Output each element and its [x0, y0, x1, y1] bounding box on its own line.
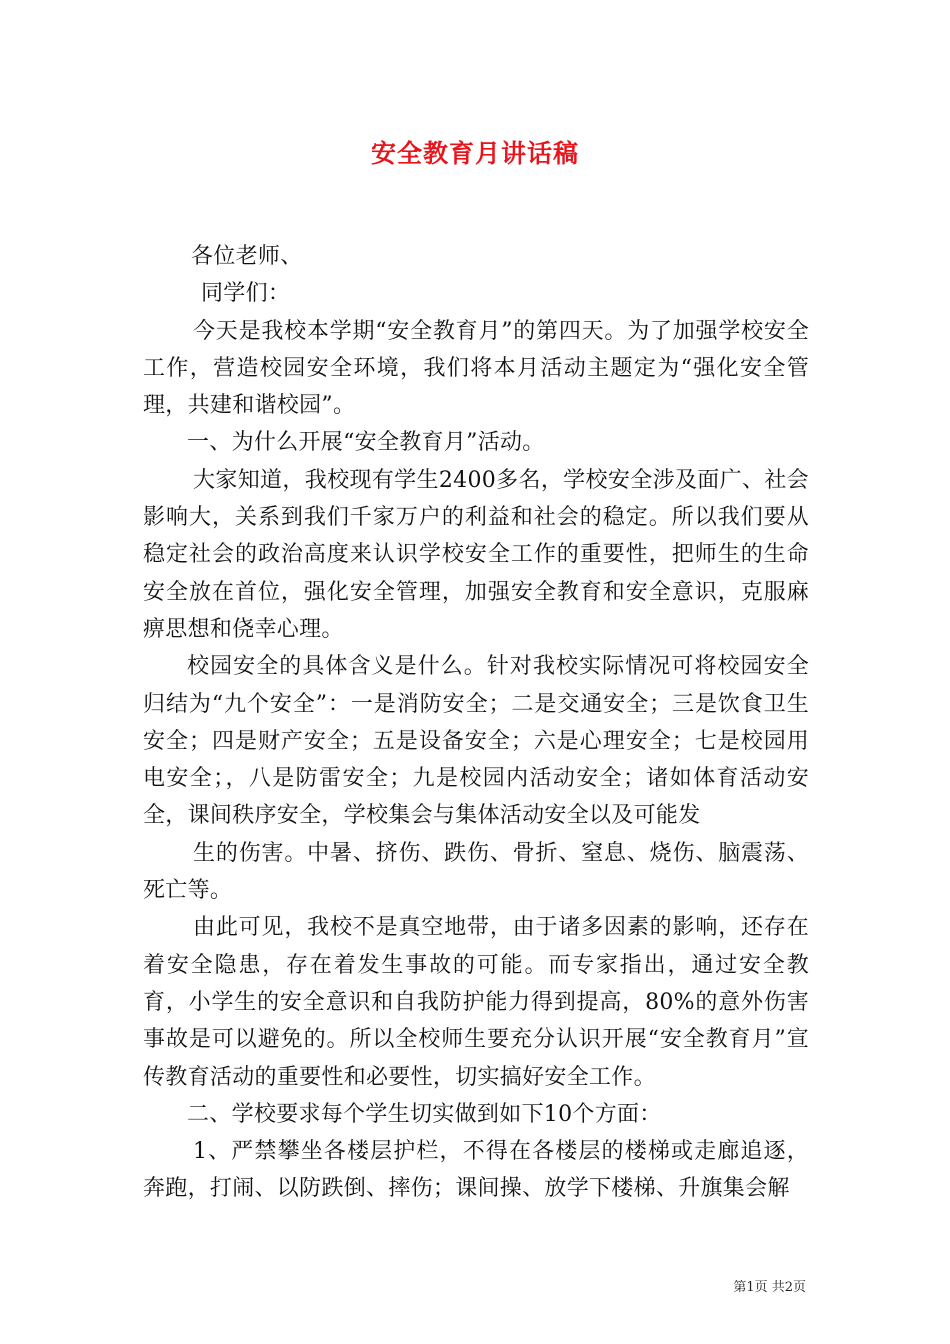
document-body [143, 238, 809, 1208]
paragraph-conclusion: 由此可见，我校不是真空地带，由于诸多因素的影响，还存在着安全隐患，存在着发生事故的可能。而专家指出，通过安全教育，小学生的安全意识和自我防护能力得到提高，80%的意外伤害事故是可以避免的。所以全校师生要充分认识开展“安全教育月”宣传教育活动的重要性和必要性，切实搞好安全工作。 [143, 915, 809, 1090]
salutation-teachers: 各位老师、 [191, 244, 303, 269]
section-heading-1: 一、为什么开展“安全教育月”活动。 [187, 430, 545, 456]
section-heading-2: 二、学校要求每个学生切实做到如下10个方面： [187, 1101, 662, 1127]
paragraph-nine-safeties: 校园安全的具体含义是什么。针对我校实际情况可将校园安全归结为“九个安全”：一是消防安全；二是交通安全；三是饮食卫生安全；四是财产安全；五是设备安全；六是心理安全；七是校园用电安全；，八是防雷安全；九是校园内活动安全；诸如体育活动安全，课间秩序安全，学校集会与集体活动安全以及可能发 [143, 654, 809, 829]
page-indicator: 第1页 共2页 [733, 1280, 806, 1295]
paragraph-intro: 今天是我校本学期“安全教育月”的第四天。为了加强学校安全工作，营造校园安全环境，我们将本月活动主题定为“强化安全管理，共建和谐校园”。 [143, 318, 809, 419]
document-title: 安全教育月讲话稿 [370, 139, 579, 168]
rule-item-1: 1、严禁攀坐各楼层护栏，不得在各楼层的楼梯或走廊追逐，奔跑，打闹、以防跌倒、摔伤；课间操、放学下楼梯、升旗集会解 [143, 1139, 809, 1202]
paragraph-school-status: 大家知道，我校现有学生2400多名，学校安全涉及面广、社会影响大，关系到我们千家万户的利益和社会的稳定。所以我们要从稳定社会的政治高度来认识学校安全工作的重要性，把师生的生命安全放在首位，强化安全管理，加强安全教育和安全意识，克服麻痹思想和侥幸心理。 [143, 467, 809, 642]
paragraph-injuries: 生的伤害。中暑、挤伤、跌伤、骨折、窒息、烧伤、脑震荡、死亡等。 [143, 840, 809, 904]
salutation-students: 同学们： [201, 281, 291, 307]
